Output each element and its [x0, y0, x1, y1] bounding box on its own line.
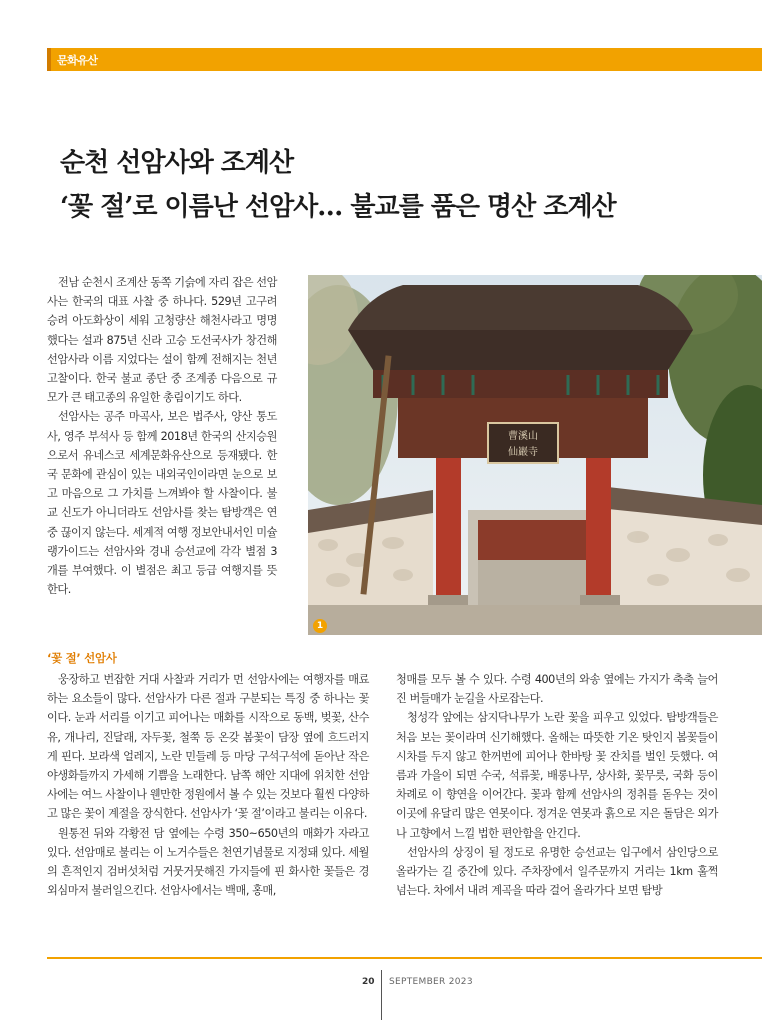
- pillar-left: [436, 458, 461, 605]
- ground: [308, 605, 762, 635]
- article-title: [60, 141, 750, 229]
- intro-column: [47, 273, 277, 599]
- plaque-text-2: 仙巖寺: [508, 447, 538, 458]
- body-paragraph: 청성각 앞에는 삼지닥나무가 노란 꽃을 피우고 있었다. 탐방객들은 처음 보는 꽃이라며 신기해했다. 올해는 따뜻한 기온 탓인지 봄꽃들이 시차를 두지 않고 한꺼번에 피어나 한바탕 꽃 잔치를 벌인 듯했다. 여름과 가을이 되면 수국, 석류꽃, 배롱나무, 상사화, 꽃무릇, 국화 등이 차례로 이 향연을 이어간다. 꽃과 함께 선암사의 정취를 돋우는 것이 이곳에 유달리 많은 연못이다. 정겨운 연못과 흙으로 지은 돌담은 외가나 고향에서 느낄 법한 편안함을 안긴다.: [396, 711, 718, 840]
- footer-separator: [381, 970, 382, 1020]
- title-line-2: ‘꽃 절’로 이름난 선암사… 불교를 품은 명산 조계산: [60, 192, 616, 222]
- pillar-right: [586, 458, 611, 605]
- section-label: 문화유산: [57, 54, 98, 67]
- issue-date: SEPTEMBER 2023: [389, 977, 473, 987]
- intro-paragraph-2: 선암사는 공주 마곡사, 보은 법주사, 양산 통도사, 영주 부석사 등 함께 2018년 한국의 산지승원으로서 유네스코 세계문화유산으로 등재됐다. 한국 문화에 관심이 있는 내외국인이라면 눈으로 보고 마음으로 그 가치를 느껴봐야 할 사찰이다. 불교 신도가 아니더라도 선암사를 찾는 탐방객은 연중 끊이지 않는다. 세계적 여행 정보안내서인 미슐랭가이드는 선암사와 경내 승선교에 각각 별점 3개를 부여했다. 이 별점은 최고 등급 여행지를 뜻한다.: [47, 410, 277, 597]
- gate-roof: [348, 330, 693, 370]
- title-line-1: 순천 선암사와 조계산: [60, 148, 294, 178]
- temple-gate-photo: [308, 275, 762, 635]
- intro-paragraph-1: 전남 순천시 조계산 동쪽 기슭에 자리 잡은 선암사는 한국의 대표 사찰 중 하나다. 529년 고구려 승려 아도화상이 세워 고청량산 해천사라고 명명했다는 설과 875년 신라 고승 도선국사가 창건해 선암사라 이름 지었다는 설이 함께 전해지는 천년고찰이다. 한국 불교 종단 중 조계종 다음으로 규모가 큰 태고종의 유일한 총림이기도 하다.: [47, 276, 277, 405]
- roof-tiles: [348, 285, 693, 330]
- body-paragraph-continued: 청매를 모두 볼 수 있다. 수령 400년의 와송 옆에는 가지가 축축 늘어진 버들매가 눈길을 사로잡는다.: [396, 673, 718, 706]
- roof-bracket-band: [373, 370, 668, 398]
- body-paragraph: 원통전 뒤와 각황전 담 옆에는 수령 350~650년의 매화가 자라고 있다. 선암매로 불리는 이 노거수들은 천연기념물로 지정돼 있다. 세월의 흔적인지 검버섯처럼 거뭇거뭇해진 가지들에 핀 화사한 꽃들은 경외심마저 불러일으킨다. 선암사에서는 백매, 홍매,: [47, 826, 369, 898]
- body-column-right: [396, 670, 718, 900]
- body-column-left: [47, 670, 369, 900]
- stairs: [478, 560, 593, 605]
- section-subheading: ‘꽃 절’ 선암사: [47, 651, 117, 665]
- body-paragraph: 선암사의 상징이 될 정도로 유명한 승선교는 입구에서 삼인당으로 올라가는 길 중간에 있다. 주차장에서 일주문까지 거리는 1km 훌쩍 넘는다. 차에서 내려 계곡을 따라 걸어 올라가다 보면 탐방: [396, 845, 718, 898]
- footer-rule: [47, 957, 762, 959]
- page-number: 20: [362, 977, 375, 987]
- photo-number-badge: 1: [313, 619, 327, 633]
- section-bar-marker: [47, 48, 51, 71]
- plaque-text-1: 曹溪山: [508, 431, 538, 442]
- section-header-bar: [47, 48, 762, 71]
- inner-hall: [478, 520, 593, 560]
- body-paragraph: 웅장하고 번잡한 거대 사찰과 거리가 먼 선암사에는 여행자를 매료하는 요소들이 많다. 선암사가 다른 절과 구분되는 특징 중 하나는 꽃이다. 눈과 서리를 이기고 피어나는 매화를 시작으로 동백, 벚꽃, 산수유, 개나리, 진달래, 자두꽃, 철쭉 등 온갖 봄꽃이 담장 옆에 흐드러지게 핀다. 보라색 얼레지, 노란 민들레 등 마당 구석구석에 돋아난 작은 야생화들까지 가세해 기쁨을 노래한다. 남쪽 해안 지대에 위치한 선암사에는 여느 사찰이나 웬만한 정원에서 볼 수 있는 것보다 훨씬 다양하고 많은 꽃이 계절을 장식한다. 선암사가 ‘꽃 절’이라고 불리는 이유다.: [47, 673, 369, 821]
